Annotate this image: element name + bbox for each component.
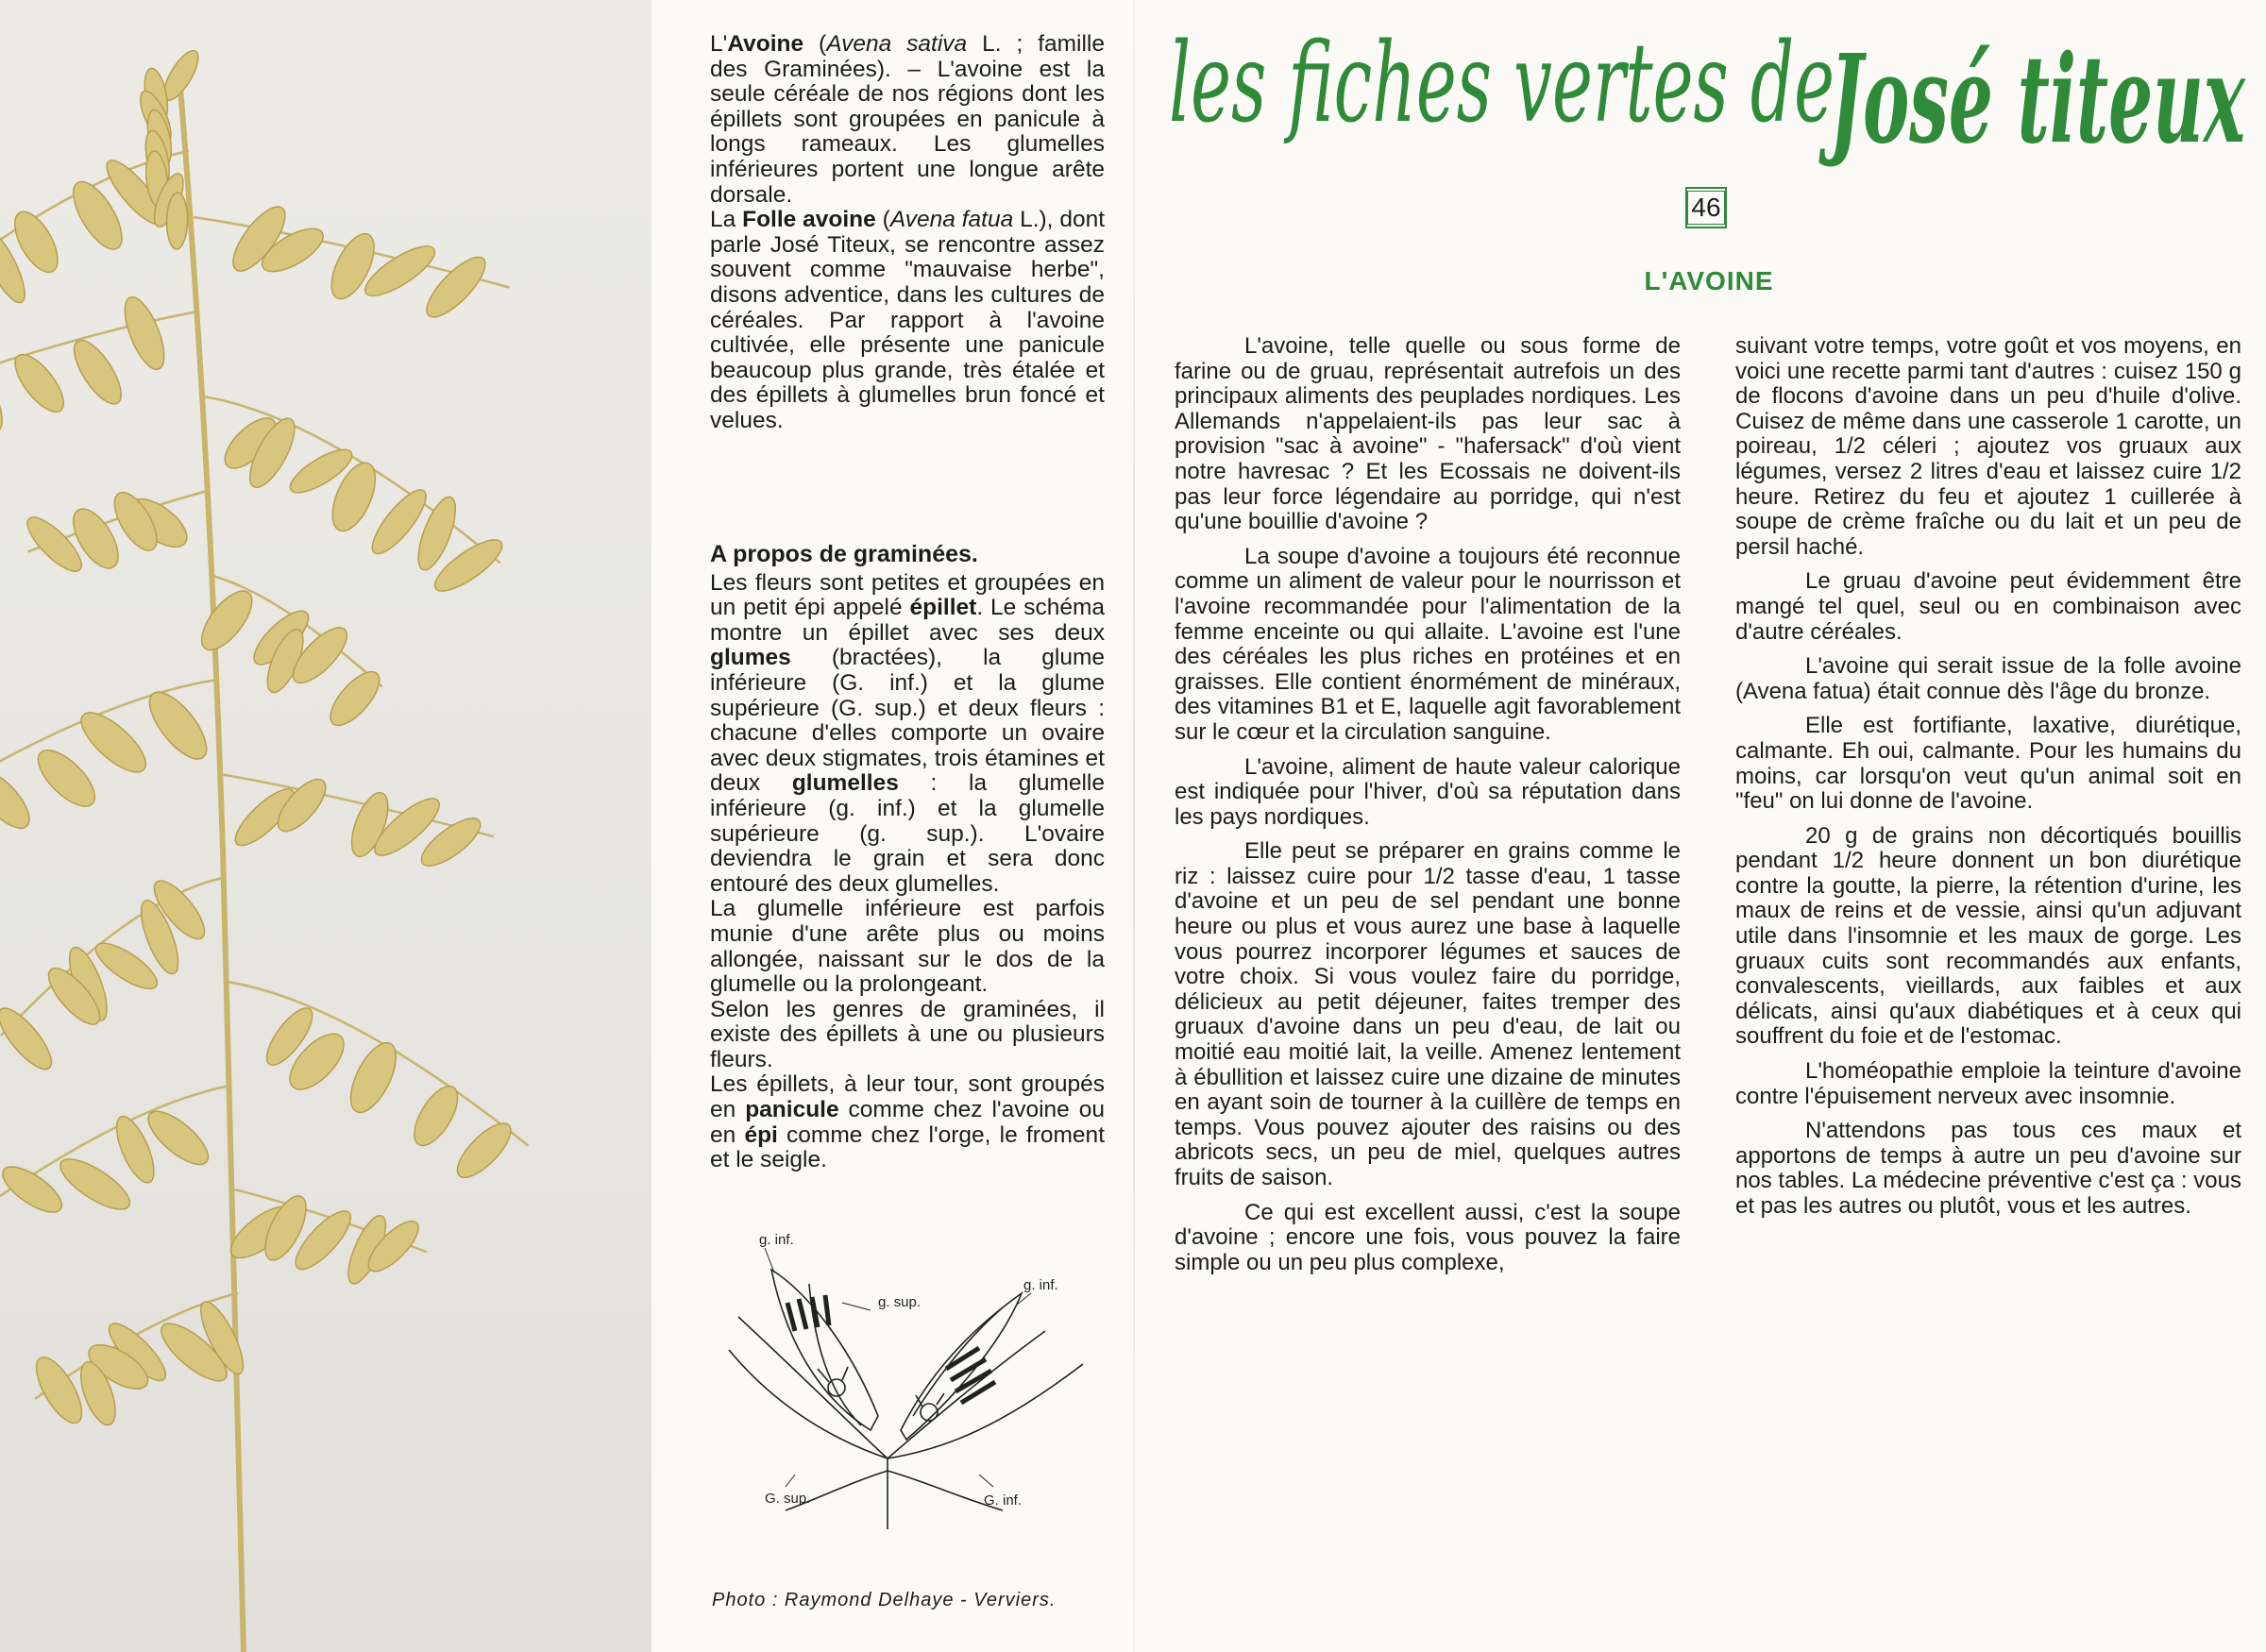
oat-spikelet [342,1037,405,1120]
spikelet-diagram [719,1227,1097,1539]
oat-spikelet [322,665,387,733]
oat-photo [0,0,651,1652]
right-paragraph-1: suivant votre temps, votre goût et vos moyens, en voici une recette parmi tant d'autres : cuisez 150 g de flocons d'avoine dans un peu d'huile d'olive. Cuisez de même dans une casserole 1 carotte, un poireau, 1/2 céleri ; ajoutez vos gruaux aux légumes, versez 2 litres d'eau et laissez cuire 1/2 heure. Retirez du feu et ajoutez 1 cuillerée à soupe de crème fraîche ou du lait et un peu de persil haché. [1735,333,2241,560]
oat-stem [179,76,244,1652]
middle-paragraph-3: L'avoine, aliment de haute valeur calorique est indiquée pour l'hiver, d'où sa réputation dans les pays nordiques. [1175,753,1681,830]
series-title-author: José titeux [1818,29,2246,171]
oat-spikelet [27,1351,90,1430]
oat-spikelet [0,1001,59,1076]
oat-spikelet [29,741,104,815]
oat-panicle-illustration [0,0,651,1652]
graminees-paragraph-4: Les épillets, à leur tour, sont groupés en panicule comme chez l'avoine ou en épi comme chez l'orge, le froment et le seigle. [710,1071,1105,1173]
article-column-middle [1175,334,1681,1275]
intro-paragraph-2: La Folle avoine (Avena fatua L.), dont parle José Titeux, se rencontre assez souvent comme "mauvaise herbe", disons adventice, dans les cultures de céréales. Par rapport à l'avoine cultivée, elle présente une panicule beaucoup plus grande, très étalée et des épillets à glumelles brun foncé et velues. [710,207,1106,433]
oat-spikelet [166,193,188,249]
right-paragraph-6: L'homéopathie emploie la teinture d'avoine contre l'épuisement nerveux avec insomnie. [1735,1058,2241,1109]
oat-spikelet [117,292,172,374]
photo-credit: Photo : Raymond Delhaye - Verviers. [712,1590,1057,1610]
right-paragraph-5: 20 g de grains non décortiqués bouillis pendant 1/2 heure donnent un bon diurétique contre la goutte, la pierre, la rétention d'urine, les maux de reins et de vessie, ainsi qu'un adjuvant utile dans l'insomnie et les maux de gorge. Les gruaux cuits sont recommandés aux enfants, convalescents, vieillards, aux faibles et aux délicats, ainsi qu'aux diabétiques et à ceux qui souffrent du foie et de l'estomac. [1735,822,2241,1050]
oat-spikelet [0,763,38,836]
label-g-inf-right: g. inf. [1023,1277,1058,1293]
series-title-script: les fiches vertes de [1169,20,1835,147]
page-gutter [1133,0,1135,1652]
sheet-number: 46 [1687,191,1724,225]
oat-spikelet [54,1150,137,1218]
middle-paragraph-1: L'avoine, telle quelle ou sous forme de farine ou de gruau, représentait autrefois un des principaux aliments des peuplades nordiques. Les Allemands n'appelaient-ils pas leur sac à provision "sac à avoine" - "hafersack" d'où vient notre havresac ? Et les Ecossais ne doivent-ils pas leur force légendaire au porridge, qui n'est qu'une bouillie d'avoine ? [1175,333,1681,535]
middle-paragraph-2: La soupe d'avoine a toujours été reconnue comme un aliment de valeur pour le nourrisson et l'avoine recommandée pour l'alimentation de la femme enceinte ou qui allaite. L'avoine est l'une des céréales les plus riches en protéines et en graisses. Elle contient énormément de minéraux, des vitamines B1 et E, laquelle agit favorablement sur le cœur et la circulation sanguine. [1175,543,1681,745]
oat-spikelet [140,683,216,767]
oat-spikelet [193,583,261,658]
middle-paragraph-4: Elle peut se préparer en grains comme le riz : laissez cuire pour 1/2 tasse d'eau, 1 tasse d'avoine et un peu de sel pendant une bonne heure ou plus et vous aurez une base à laquelle vous pourrez incorporer légumes et sauces de votre choix. Si vous voulez faire du porridge, délicieux au petit déjeuner, faites tremper des gruaux d'avoine dans un peu d'eau, de lait ou moitié eau moitié lait, la veille. Amenez lentement à ébullition et laissez cuire une dizaine de minutes en ayant soin de tourner à la cuillère de temps en temps. Vous pouvez ajouter des raisins ou des abricots secs, un peu de miel, quelques autres fruits de saison. [1175,838,1681,1190]
middle-paragraph-5: Ce qui est excellent aussi, c'est la soupe d'avoine ; encore une fois, vous pouvez la faire simple ou un peu plus complexe, [1175,1199,1681,1275]
oat-spikelet [0,354,10,437]
series-title [1169,0,2255,179]
sheet-number-box [1685,187,1727,228]
left-text-column [710,31,1106,1173]
label-G-inf-bottom: G. inf. [984,1492,1023,1509]
article-title: L'AVOINE [1644,266,1774,295]
right-paragraph-4: Elle est fortifiante, laxative, diurétique, calmante. Eh oui, calmante. Pour les humains du moins, car lorsqu'on veut qu'un animal soit en "feu" on lui donne de l'avoine. [1735,713,2241,815]
section-heading: A propos de graminées. [710,541,978,567]
graminees-paragraph-2: La glumelle inférieure est parfois munie d'une arête plus ou moins allongée, naissant sur le dos de la glumelle ou la prolongeant. [710,896,1105,998]
label-g-sup-mid: g. sup. [878,1294,922,1310]
graminees-section [710,542,1105,1173]
oat-spikelet [73,703,155,782]
oat-spikelet [7,347,72,419]
article-column-right [1735,334,2241,1220]
oat-spikelet [65,333,129,411]
right-paragraph-2: Le gruau d'avoine peut évidemment être mangé tel quel, seul ou en combinaison avec d'autre céréales. [1735,568,2241,645]
right-paragraph-7: N'attendons pas tous ces maux et apportons de temps à autre un peu d'avoine sur nos tables. La médecine préventive c'est ça : vous et pas les autres ou plutôt, vous et les autres. [1735,1118,2241,1219]
graminees-paragraph-3: Selon les genres de graminées, il existe des épillets à une ou plusieurs fleurs. [710,996,1105,1072]
oat-spikelet [449,1116,518,1186]
right-paragraph-3: L'avoine qui serait issue de la folle avoine (Avena fatua) était connue dès l'âge du bronze. [1735,653,2241,704]
oat-spikelet [0,1158,69,1221]
label-G-sup-bottom: G. sup. [765,1491,811,1507]
graminees-paragraph-1: Les fleurs sont petites et groupées en un petit épi appelé épillet. Le schéma montre un épillet avec ses deux glumes (bractées), la glume inférieure (G. inf.) et la glume supérieure (G. sup.) et deux fleurs : chacune d'elles comporte un ovaire avec deux stigmates, trois étamines et deux glumelles : la glumelle inférieure (g. inf.) et la glumelle supérieure (g. sup.). L'ovaire deviendra le grain et sera donc entouré des deux glumelles. [710,569,1105,897]
intro-paragraph-1: L'Avoine (Avena sativa L. ; famille des Graminées). – L'avoine est la seule céréale de nos régions dont les épillets sont groupées en panicule à longs rameaux. Les glumelles inférieures portent une longue arête dorsale. [710,31,1105,208]
label-g-inf-top: g. inf. [759,1232,794,1248]
